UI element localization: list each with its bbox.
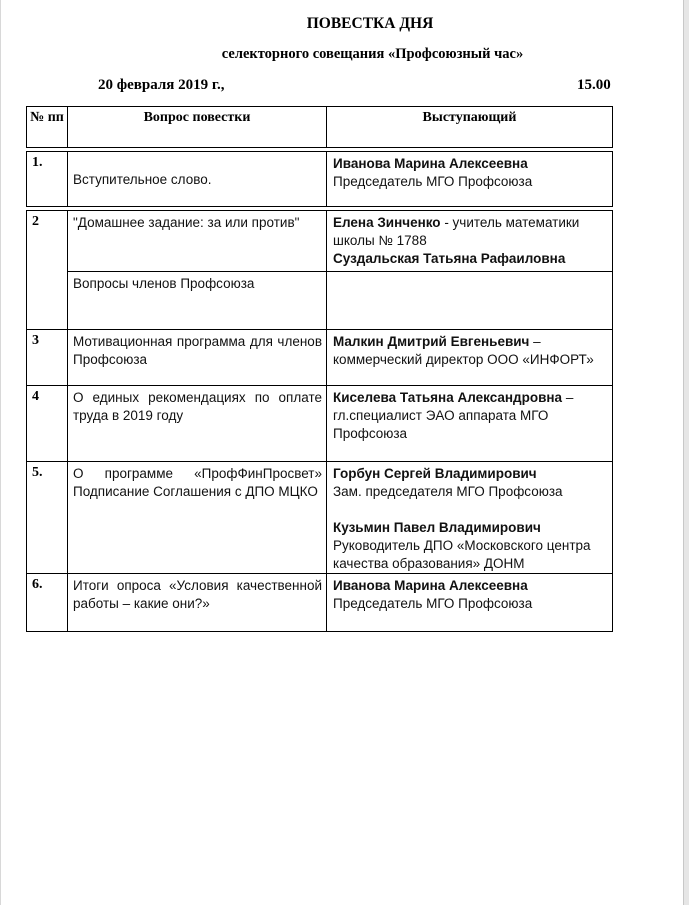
page-left-edge	[0, 0, 1, 905]
row-question	[68, 330, 327, 386]
row-question	[68, 152, 327, 207]
row-question	[68, 574, 327, 632]
row-speaker	[327, 152, 613, 207]
row-speaker	[327, 386, 613, 462]
header-question: Вопрос повестки	[68, 107, 327, 148]
page-title: ПОВЕСТКА ДНЯ	[306, 15, 434, 32]
table-row	[27, 574, 613, 632]
speaker2-role: Руководитель ДПО «Московского центра качества образования» ДОНМ	[333, 538, 591, 571]
row-number: 2	[27, 211, 68, 330]
speaker-role: Зам. председателя МГО Профсоюза	[333, 484, 563, 499]
speaker2-name: Суздальская Татьяна Рафаиловна	[333, 251, 566, 266]
row-number: 4	[27, 386, 68, 462]
table-row	[27, 152, 613, 207]
row-question-text: О программе «ПрофФинПросвет» Подписание Соглашения с ДПО МЦКО	[73, 466, 322, 499]
table-header-row	[27, 107, 613, 148]
speaker-role: Председатель МГО Профсоюза	[333, 596, 533, 611]
speaker-role: – коммерческий директор ООО «ИНФОРТ»	[333, 334, 594, 367]
row-number: 6.	[27, 574, 68, 632]
speaker2-name: Кузьмин Павел Владимирович	[333, 520, 541, 535]
row-question-text: Мотивационная программа для членов Профсоюза	[73, 334, 322, 367]
header-speaker: Выступающий	[327, 107, 613, 148]
meeting-date: 20 февраля 2019 г.,	[98, 77, 225, 93]
speaker-role: Председатель МГО Профсоюза	[333, 174, 533, 189]
row-question-text: "Домашнее задание: за или против"	[73, 215, 300, 230]
row-question	[68, 211, 327, 272]
row-speaker-empty	[327, 272, 613, 330]
speaker-name: Елена Зинченко	[333, 215, 441, 230]
row-question-text: Вступительное слово.	[73, 172, 212, 187]
row-number: 5.	[27, 462, 68, 574]
speaker-role: – гл.специалист ЭАО аппарата МГО Профсоюза	[333, 390, 574, 441]
speaker-name: Малкин Дмитрий Евгеньевич	[333, 334, 530, 349]
row-question	[68, 386, 327, 462]
row-number: 1.	[27, 152, 68, 207]
speaker-role: - учитель математики школы № 1788	[333, 215, 580, 248]
agenda-table	[26, 106, 613, 632]
table-row	[27, 386, 613, 462]
meeting-time: 15.00	[577, 77, 611, 93]
table-row	[27, 462, 613, 574]
row-speaker	[327, 574, 613, 632]
table-row	[27, 272, 613, 330]
speaker-name: Иванова Марина Алексеевна	[333, 156, 528, 171]
table-row	[27, 330, 613, 386]
row-question	[68, 462, 327, 574]
table-row	[27, 211, 613, 272]
row-speaker	[327, 462, 613, 574]
header-number: № пп	[27, 107, 68, 148]
row-speaker	[327, 330, 613, 386]
page-subtitle: селекторного совещания «Профсоюзный час»	[221, 46, 524, 62]
speaker-name: Горбун Сергей Владимирович	[333, 466, 537, 481]
window-right-edge	[683, 0, 689, 905]
speaker-name: Киселева Татьяна Александровна	[333, 390, 563, 405]
row-question-text: Итоги опроса «Условия качественной работы – какие они?»	[73, 578, 322, 611]
row-question-text: О единых рекомендациях по оплате труда в 2019 году	[73, 390, 322, 423]
row-question	[68, 272, 327, 330]
row-speaker	[327, 211, 613, 272]
row-question-text: Вопросы членов Профсоюза	[73, 276, 255, 291]
speaker-name: Иванова Марина Алексеевна	[333, 578, 528, 593]
row-number: 3	[27, 330, 68, 386]
